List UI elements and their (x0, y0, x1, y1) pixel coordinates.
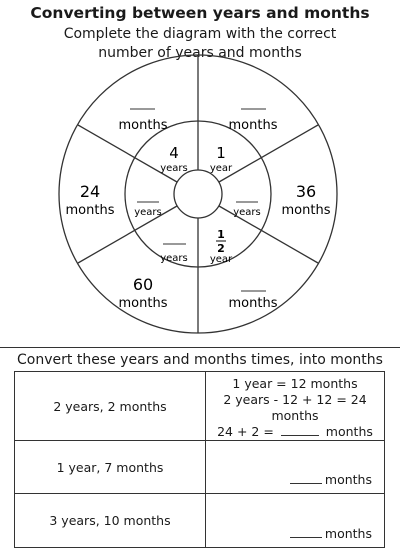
outer-value-left: 24 (79, 182, 101, 201)
answer-blank[interactable] (281, 425, 319, 436)
spokes (78, 55, 318, 333)
answer-cell[interactable] (206, 441, 385, 494)
half-fraction (216, 228, 226, 255)
question-cell: 2 years, 2 months (15, 372, 206, 441)
answer-line: months (290, 526, 372, 541)
inner-unit-top-right: year (209, 163, 233, 174)
inner-value-top-right: 1 (216, 144, 226, 162)
table-row (15, 494, 385, 548)
worked-example (206, 372, 384, 440)
outer-unit-bottom-left: months (118, 296, 168, 311)
outer-value-right: 36 (295, 182, 317, 201)
worked-line: 1 year = 12 months (232, 376, 358, 391)
outer-unit-bottom-right: months (228, 296, 278, 311)
inner-unit-bottom-left: years (160, 253, 188, 264)
answer-blank[interactable] (290, 537, 322, 538)
outer-value-bottom-left: 60 (132, 275, 154, 294)
instructions-line-2: number of years and months (98, 45, 302, 61)
answer-line: months (290, 472, 372, 487)
section-2-title: Convert these years and months times, into months (17, 352, 383, 368)
answer-blank[interactable] (290, 483, 322, 484)
outer-unit-top-right: months (228, 118, 278, 133)
worked-line-answer: 24 + 2 = months (217, 424, 373, 439)
conversion-table (14, 371, 385, 548)
question-cell: 1 year, 7 months (15, 441, 206, 494)
inner-value-top-left: 4 (169, 144, 179, 162)
answer-cell[interactable] (206, 494, 385, 548)
outer-unit-top-left: months (118, 118, 168, 133)
instructions-line-1: Complete the diagram with the correct (63, 26, 337, 42)
inner-unit-bottom-right: year (209, 254, 233, 265)
inner-unit-right: years (233, 207, 261, 218)
outer-unit-right: months (281, 203, 331, 218)
fraction-numerator: 1 (217, 228, 225, 241)
worked-line: 2 years - 12 + 12 = 24 months (223, 392, 367, 423)
question-cell: 3 years, 10 months (15, 494, 206, 548)
inner-unit-top-left: years (160, 163, 188, 174)
inner-unit-left: years (134, 207, 162, 218)
table-row (15, 372, 385, 441)
page-title: Converting between years and months (30, 4, 370, 22)
fraction-denominator: 2 (217, 242, 225, 255)
outer-unit-left: months (65, 203, 115, 218)
center-ring (174, 170, 222, 218)
section-divider (0, 347, 400, 348)
table-row (15, 441, 385, 494)
answer-cell[interactable] (206, 372, 385, 441)
